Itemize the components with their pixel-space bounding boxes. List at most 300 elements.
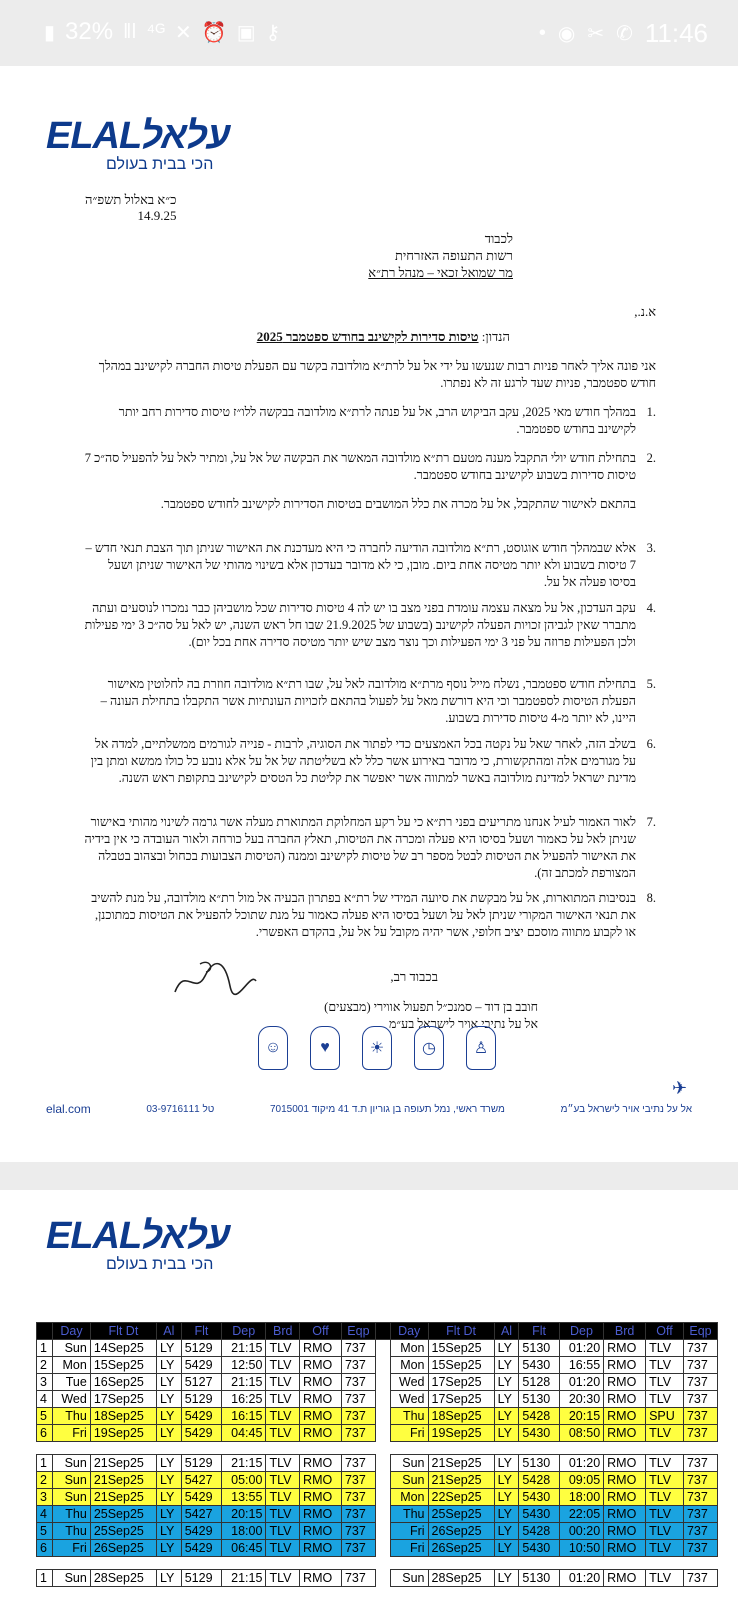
outbound-cell: TLV: [266, 1489, 300, 1506]
return-cell: 737: [683, 1523, 717, 1540]
table-gap-row: [37, 1557, 718, 1570]
outbound-cell: 13:55: [222, 1489, 266, 1506]
return-cell: 09:05: [559, 1472, 603, 1489]
outbound-cell: LY: [156, 1408, 181, 1425]
return-cell: 00:20: [559, 1523, 603, 1540]
item-text: בהתאם לאישור שהתקבל, אל על מכרה את כלל המושבים בטיסות הסדירות לקישינב לחודש ספטמבר.: [160, 497, 636, 511]
outbound-cell: 16:25: [222, 1391, 266, 1408]
outbound-cell: TLV: [266, 1391, 300, 1408]
return-cell: TLV: [646, 1489, 684, 1506]
outbound-cell: 16Sep25: [90, 1374, 156, 1391]
outbound-cell: 5129: [181, 1570, 221, 1587]
return-cell: RMO: [604, 1340, 646, 1357]
return-cell: 737: [683, 1425, 717, 1442]
outbound-cell: 21Sep25: [90, 1489, 156, 1506]
table-row: [37, 1425, 718, 1442]
paragraph-item: [82, 450, 656, 484]
paragraph-item: [82, 540, 656, 591]
return-cell: 737: [683, 1374, 717, 1391]
return-cell: 01:20: [559, 1340, 603, 1357]
gap-cell: [494, 1442, 519, 1455]
return-cell: 737: [683, 1391, 717, 1408]
separator: [375, 1374, 390, 1391]
shield-icon: ♥: [310, 1026, 340, 1070]
outbound-cell: 737: [341, 1489, 375, 1506]
outbound-cell: 737: [341, 1455, 375, 1472]
table-row: [37, 1408, 718, 1425]
separator: [375, 1391, 390, 1408]
gap-cell: [266, 1442, 300, 1455]
row-number: 1: [37, 1340, 53, 1357]
gap-cell: [222, 1442, 266, 1455]
outbound-cell: Wed: [53, 1391, 91, 1408]
gap-cell: [181, 1557, 221, 1570]
paragraph-item: [82, 496, 656, 513]
separator: [375, 1425, 390, 1442]
return-cell: TLV: [646, 1357, 684, 1374]
return-cell: Mon: [390, 1357, 428, 1374]
outbound-cell: RMO: [300, 1425, 342, 1442]
recipient-block: [368, 230, 513, 281]
return-cell: TLV: [646, 1374, 684, 1391]
return-cell: RMO: [604, 1374, 646, 1391]
network-icon: ⁴ᴳ: [146, 20, 166, 43]
table-row: [37, 1455, 718, 1472]
outbound-cell: RMO: [300, 1374, 342, 1391]
col-header: Day: [53, 1323, 91, 1340]
return-cell: RMO: [604, 1472, 646, 1489]
return-cell: 5430: [519, 1540, 559, 1557]
outbound-cell: 06:45: [222, 1540, 266, 1557]
outbound-cell: Sun: [53, 1570, 91, 1587]
paragraph-item: [82, 676, 656, 727]
return-cell: TLV: [646, 1570, 684, 1587]
outbound-cell: Sun: [53, 1455, 91, 1472]
row-num-header: [37, 1323, 53, 1340]
return-cell: RMO: [604, 1523, 646, 1540]
outbound-cell: RMO: [300, 1455, 342, 1472]
return-cell: 01:20: [559, 1570, 603, 1587]
outbound-cell: 5429: [181, 1357, 221, 1374]
date-hebrew: כ״א באלול תשפ״ה: [85, 192, 177, 207]
separator: [375, 1340, 390, 1357]
clipboard-icon: ▣: [236, 21, 256, 44]
gap-cell: [341, 1557, 375, 1570]
letter-footer: [46, 1102, 692, 1116]
outbound-cell: LY: [156, 1570, 181, 1587]
return-cell: 01:20: [559, 1374, 603, 1391]
outbound-cell: 737: [341, 1357, 375, 1374]
row-number: 5: [37, 1523, 53, 1540]
item-text: עקב העדכון, אל על מצאה עצמה עומדת בפני מצב בו יש לה 4 טיסות סדירות שכל מושביהן כבר נמכרו לנוסעים ועתה מתברר שאין לגביהן זכויות הפעלה לקישינב (בשבוע של 21.9.2025 שבו חל ראש השנה, יש לאל על סה״כ 3 ימי פעילות ולכן הפעילות פרוזה על פני 3 ימי הפעילות וכך נוצר מצב שיש יותר מטיסה סדירה אחת בכל יום).: [84, 601, 636, 649]
return-cell: 5428: [519, 1472, 559, 1489]
tools-icon: ✂: [587, 23, 605, 45]
gap-cell: [494, 1557, 519, 1570]
outbound-cell: TLV: [266, 1374, 300, 1391]
gap-cell: [559, 1442, 603, 1455]
return-cell: LY: [494, 1489, 519, 1506]
outbound-cell: LY: [156, 1472, 181, 1489]
to-label: לכבוד: [484, 231, 513, 246]
return-cell: 5130: [519, 1391, 559, 1408]
return-cell: RMO: [604, 1570, 646, 1587]
col-header: Dep: [559, 1323, 603, 1340]
item-text: בתחילת חודש ספטמבר, נשלח מייל נוסף מרת״א מולדובה לאל על, שבו רת״א מולדובה חוזרת בה לחלוטין מאישור הפעלת הטיסות לספטמבר וכי היא דורשת מאל על לפעול בהתאם לזכויות העונתיות אשר התקבלו בתחילת העונה – היינו, לא יותר מ-4 טיסות סדירות בשבוע.: [100, 677, 636, 725]
outbound-cell: 18Sep25: [90, 1408, 156, 1425]
table-body: [37, 1340, 718, 1587]
return-cell: LY: [494, 1506, 519, 1523]
return-cell: Thu: [390, 1506, 428, 1523]
clock: 11:46: [644, 18, 708, 48]
outbound-cell: TLV: [266, 1472, 300, 1489]
paragraph-item: [82, 404, 656, 438]
outbound-cell: 5429: [181, 1523, 221, 1540]
table-row: [37, 1489, 718, 1506]
row-number: 1: [37, 1455, 53, 1472]
outbound-cell: RMO: [300, 1489, 342, 1506]
item-text: בנסיבות המתוארות, אל על מבקשת את סיועה המידי של רת״א בפתרון הבעיה אל מול רת״א מולדובה, על מנת להשיב את תנאי האישור המקורי שניתן לאל על ושעל בסיסו היא פעלה כאמור על מנת שתוכל להפעיל את הטיסות כמתוכנן, או לקבוע מתווה מוסכם יציב חלופי, אשר יהיה מקובל על אל על, בהקדם האפשרי.: [91, 891, 636, 939]
outbound-cell: 21Sep25: [90, 1455, 156, 1472]
outbound-cell: 737: [341, 1408, 375, 1425]
col-header: Off: [646, 1323, 684, 1340]
col-header: Flt Dt: [90, 1323, 156, 1340]
outbound-cell: 5429: [181, 1540, 221, 1557]
return-cell: LY: [494, 1391, 519, 1408]
gap-cell: [156, 1557, 181, 1570]
plane-icon: ✈: [672, 1078, 688, 1098]
gap-cell: [519, 1442, 559, 1455]
brand-icons: [258, 1026, 496, 1070]
table-row: [37, 1391, 718, 1408]
return-cell: 22Sep25: [428, 1489, 494, 1506]
outbound-cell: RMO: [300, 1506, 342, 1523]
gap-cell: [266, 1557, 300, 1570]
outbound-cell: 5129: [181, 1455, 221, 1472]
gap-cell: [156, 1442, 181, 1455]
outbound-cell: 28Sep25: [90, 1570, 156, 1587]
outbound-cell: LY: [156, 1391, 181, 1408]
gap-cell: [300, 1557, 342, 1570]
return-cell: TLV: [646, 1540, 684, 1557]
outbound-cell: Sun: [53, 1340, 91, 1357]
return-cell: 737: [683, 1357, 717, 1374]
outbound-cell: RMO: [300, 1408, 342, 1425]
item-number: .4: [646, 601, 656, 615]
return-cell: RMO: [604, 1408, 646, 1425]
return-cell: 10:50: [559, 1540, 603, 1557]
outbound-cell: Thu: [53, 1506, 91, 1523]
gap-cell: [428, 1442, 494, 1455]
outbound-cell: TLV: [266, 1570, 300, 1587]
outbound-cell: RMO: [300, 1357, 342, 1374]
gap-cell: [519, 1557, 559, 1570]
row-number: 2: [37, 1472, 53, 1489]
return-cell: 22:05: [559, 1506, 603, 1523]
elal-logo: [46, 1216, 229, 1274]
return-cell: Sun: [390, 1472, 428, 1489]
outbound-cell: 17Sep25: [90, 1391, 156, 1408]
outbound-cell: 737: [341, 1506, 375, 1523]
outbound-cell: 19Sep25: [90, 1425, 156, 1442]
paragraph-item: [82, 600, 656, 651]
logo-tagline: הכי בבית בעולם: [106, 1256, 214, 1273]
outbound-cell: Mon: [53, 1357, 91, 1374]
return-cell: 17Sep25: [428, 1391, 494, 1408]
return-cell: Mon: [390, 1489, 428, 1506]
return-cell: 5430: [519, 1357, 559, 1374]
gap-cell: [683, 1557, 717, 1570]
app-badge-icon: ◉: [557, 23, 576, 45]
subject-text: טיסות סדירות לקישינב בחודש ספטמבר 2025: [256, 329, 479, 344]
gap-cell: [559, 1557, 603, 1570]
separator: [375, 1323, 390, 1340]
outbound-cell: 12:50: [222, 1357, 266, 1374]
return-cell: TLV: [646, 1391, 684, 1408]
paragraph-item: [82, 814, 656, 882]
col-header: Flt Dt: [428, 1323, 494, 1340]
to-org: רשות התעופה האזרחית: [394, 248, 513, 263]
separator: [375, 1523, 390, 1540]
battery-level: 32%: [65, 18, 114, 45]
letter-date: [85, 192, 177, 224]
signer-company: אל על נתיבי אויר לישראל בע״מ: [389, 1017, 538, 1031]
col-header: Flt: [519, 1323, 559, 1340]
table-row: [37, 1523, 718, 1540]
gap-cell: [90, 1442, 156, 1455]
outbound-cell: 04:45: [222, 1425, 266, 1442]
paragraph-item: [82, 736, 656, 787]
date-gregorian: 14.9.25: [137, 208, 177, 223]
outbound-cell: LY: [156, 1425, 181, 1442]
return-cell: TLV: [646, 1506, 684, 1523]
signature: [170, 956, 260, 1007]
return-cell: 737: [683, 1489, 717, 1506]
return-cell: 08:50: [559, 1425, 603, 1442]
outbound-cell: 5429: [181, 1408, 221, 1425]
intro-paragraph: אני פונה אליך לאחר פניות רבות שנעשו על ידי אל על לרת״א מולדובה בקשר עם הפעלת טיסות החברה לקישינב במהלך חודש ספטמבר, פניות שעד לרגע זה לא נפתרו.: [98, 359, 656, 390]
footer-phone: טל 03-9716111: [146, 1103, 215, 1115]
outbound-cell: 05:00: [222, 1472, 266, 1489]
gap-cell: [390, 1442, 428, 1455]
return-cell: Thu: [390, 1408, 428, 1425]
outbound-cell: 25Sep25: [90, 1506, 156, 1523]
return-cell: RMO: [604, 1506, 646, 1523]
return-cell: 737: [683, 1570, 717, 1587]
outbound-cell: 16:15: [222, 1408, 266, 1425]
return-cell: LY: [494, 1455, 519, 1472]
return-cell: 737: [683, 1472, 717, 1489]
mute-icon: ✕: [175, 21, 192, 44]
face-icon: ☺: [258, 1026, 288, 1070]
outbound-cell: RMO: [300, 1570, 342, 1587]
signal-icon: ǁǀ: [123, 20, 137, 43]
gap-cell: [181, 1442, 221, 1455]
gap-cell: [90, 1557, 156, 1570]
outbound-cell: 5129: [181, 1340, 221, 1357]
row-number: 2: [37, 1357, 53, 1374]
item-number: .6: [646, 737, 656, 751]
table-row: [37, 1506, 718, 1523]
return-cell: LY: [494, 1374, 519, 1391]
outbound-cell: 21Sep25: [90, 1472, 156, 1489]
item-number: .8: [646, 891, 656, 905]
item-number: .3: [646, 541, 656, 555]
return-cell: 5130: [519, 1340, 559, 1357]
paragraph-item: [82, 890, 656, 941]
outbound-cell: RMO: [300, 1472, 342, 1489]
separator: [375, 1570, 390, 1587]
outbound-cell: TLV: [266, 1408, 300, 1425]
return-cell: LY: [494, 1408, 519, 1425]
outbound-cell: 21:15: [222, 1340, 266, 1357]
return-cell: RMO: [604, 1391, 646, 1408]
logo-mark: ELALעלאל: [46, 115, 230, 157]
return-cell: TLV: [646, 1425, 684, 1442]
return-cell: TLV: [646, 1340, 684, 1357]
outbound-cell: RMO: [300, 1340, 342, 1357]
gap-cell: [300, 1442, 342, 1455]
return-cell: 26Sep25: [428, 1523, 494, 1540]
outbound-cell: RMO: [300, 1523, 342, 1540]
row-number: 6: [37, 1425, 53, 1442]
outbound-cell: 21:15: [222, 1570, 266, 1587]
col-header: Al: [494, 1323, 519, 1340]
col-header: Day: [390, 1323, 428, 1340]
col-header: Brd: [266, 1323, 300, 1340]
outbound-cell: 737: [341, 1540, 375, 1557]
row-number: 5: [37, 1408, 53, 1425]
vpn-key-icon: ⚷: [265, 21, 281, 44]
gap-cell: [646, 1557, 684, 1570]
separator: [375, 1489, 390, 1506]
return-cell: LY: [494, 1472, 519, 1489]
return-cell: Wed: [390, 1374, 428, 1391]
outbound-cell: RMO: [300, 1540, 342, 1557]
separator: [375, 1357, 390, 1374]
row-number: 1: [37, 1570, 53, 1587]
sun-icon: ☀: [362, 1026, 392, 1070]
return-cell: TLV: [646, 1455, 684, 1472]
gap-cell: [37, 1442, 53, 1455]
outbound-cell: TLV: [266, 1540, 300, 1557]
outbound-cell: 15Sep25: [90, 1357, 156, 1374]
separator: [375, 1506, 390, 1523]
outbound-cell: 5429: [181, 1489, 221, 1506]
separator: [375, 1540, 390, 1557]
gap-cell: [53, 1557, 91, 1570]
status-bar: [0, 0, 738, 66]
return-cell: 737: [683, 1506, 717, 1523]
to-person: מר שמואל זכאי – מנהל רת״א: [368, 265, 513, 280]
status-left: [44, 18, 280, 46]
return-cell: 5430: [519, 1506, 559, 1523]
col-header: Dep: [222, 1323, 266, 1340]
return-cell: Mon: [390, 1340, 428, 1357]
return-cell: RMO: [604, 1455, 646, 1472]
subject-line: [257, 329, 510, 345]
item-text: במהלך חודש מאי 2025, עקב הביקוש הרב, אל על פנתה לרת״א מולדובה בבקשה ללו״ז טיסות סדירות רחב יותר לקישינב בחודש ספטמבר.: [118, 405, 636, 436]
gap-cell: [341, 1442, 375, 1455]
return-cell: LY: [494, 1540, 519, 1557]
outbound-cell: 5127: [181, 1374, 221, 1391]
gap-cell: [683, 1442, 717, 1455]
return-cell: 25Sep25: [428, 1506, 494, 1523]
status-right: [539, 18, 708, 49]
return-cell: 737: [683, 1340, 717, 1357]
table-row: [37, 1374, 718, 1391]
item-number: .1: [646, 405, 656, 419]
outbound-cell: 737: [341, 1340, 375, 1357]
return-cell: 18Sep25: [428, 1408, 494, 1425]
subject-label: הנדון:: [481, 329, 510, 344]
gap-cell: [604, 1557, 646, 1570]
row-number: 4: [37, 1391, 53, 1408]
table-gap-row: [37, 1442, 718, 1455]
return-cell: LY: [494, 1340, 519, 1357]
signature-scribble: [170, 956, 260, 1002]
outbound-cell: 5429: [181, 1425, 221, 1442]
return-cell: 28Sep25: [428, 1570, 494, 1587]
return-cell: LY: [494, 1425, 519, 1442]
item-text: בשלב הזה, לאחר שאל על נקטה בכל האמצעים כדי לפתור את הסוגיה, לרבות - פנייה לגורמים ממשלתיים, למדה אל על מגורמים אלה ומהתקשורת, כי מדובר באירוע אשר כלל לא בשליטתה של אל על אלא נובע כל כולו ממשא ומתן בין מדינת ישראל למדינת מולדובה באשר למתווה אשר יאפשר את קליטת כל הטסים לקישינב בתקופת ראש השנה.: [90, 737, 636, 785]
outbound-cell: Thu: [53, 1408, 91, 1425]
outbound-cell: TLV: [266, 1357, 300, 1374]
col-header: Al: [156, 1323, 181, 1340]
row-number: 4: [37, 1506, 53, 1523]
return-cell: 26Sep25: [428, 1540, 494, 1557]
item-text: לאור האמור לעיל אנחנו מתריעים בפני רת״א כי על רקע המחלוקת המתוארת מעלה אשר גרמה לשינוי מהותי באישור שניתן לאל על כאמור ושעל בסיסו היא פעלה ומכרה את הטיסות, תאלץ החברה בעל כורחה ולאור העובדה כי אין בידיה את האישור להפעיל את הטיסות לבטל מספר רב של טיסות לקישינב וממנה (הטיסות הצבועות בכחול ובצהוב בטבלה המצורפת למכתב זה).: [84, 815, 636, 880]
return-cell: 5428: [519, 1523, 559, 1540]
gap-cell: [646, 1442, 684, 1455]
outbound-cell: LY: [156, 1506, 181, 1523]
outbound-cell: LY: [156, 1523, 181, 1540]
person-icon: ♙: [466, 1026, 496, 1070]
gap-cell: [53, 1442, 91, 1455]
outbound-cell: Fri: [53, 1540, 91, 1557]
return-cell: 21Sep25: [428, 1472, 494, 1489]
gap-cell: [604, 1442, 646, 1455]
outbound-cell: 14Sep25: [90, 1340, 156, 1357]
outbound-cell: 21:15: [222, 1374, 266, 1391]
return-cell: TLV: [646, 1472, 684, 1489]
outbound-cell: TLV: [266, 1425, 300, 1442]
return-cell: Fri: [390, 1540, 428, 1557]
separator: [375, 1455, 390, 1472]
outbound-cell: LY: [156, 1357, 181, 1374]
gap-cell: [222, 1557, 266, 1570]
outbound-cell: Tue: [53, 1374, 91, 1391]
elal-logo: [46, 116, 229, 174]
return-cell: 5128: [519, 1374, 559, 1391]
separator: [375, 1472, 390, 1489]
return-cell: 5430: [519, 1425, 559, 1442]
table-row: [37, 1540, 718, 1557]
outbound-cell: TLV: [266, 1455, 300, 1472]
table-row: [37, 1472, 718, 1489]
return-cell: 20:30: [559, 1391, 603, 1408]
gap-cell: [375, 1442, 390, 1455]
outbound-cell: 737: [341, 1374, 375, 1391]
outbound-cell: Sun: [53, 1489, 91, 1506]
outbound-cell: Fri: [53, 1425, 91, 1442]
outbound-cell: 737: [341, 1425, 375, 1442]
return-cell: RMO: [604, 1489, 646, 1506]
outbound-cell: 25Sep25: [90, 1523, 156, 1540]
footer-company: אל על נתיבי אויר לישראל בע״מ: [560, 1103, 692, 1115]
outbound-cell: 5129: [181, 1391, 221, 1408]
return-cell: 5428: [519, 1408, 559, 1425]
outbound-cell: 737: [341, 1570, 375, 1587]
